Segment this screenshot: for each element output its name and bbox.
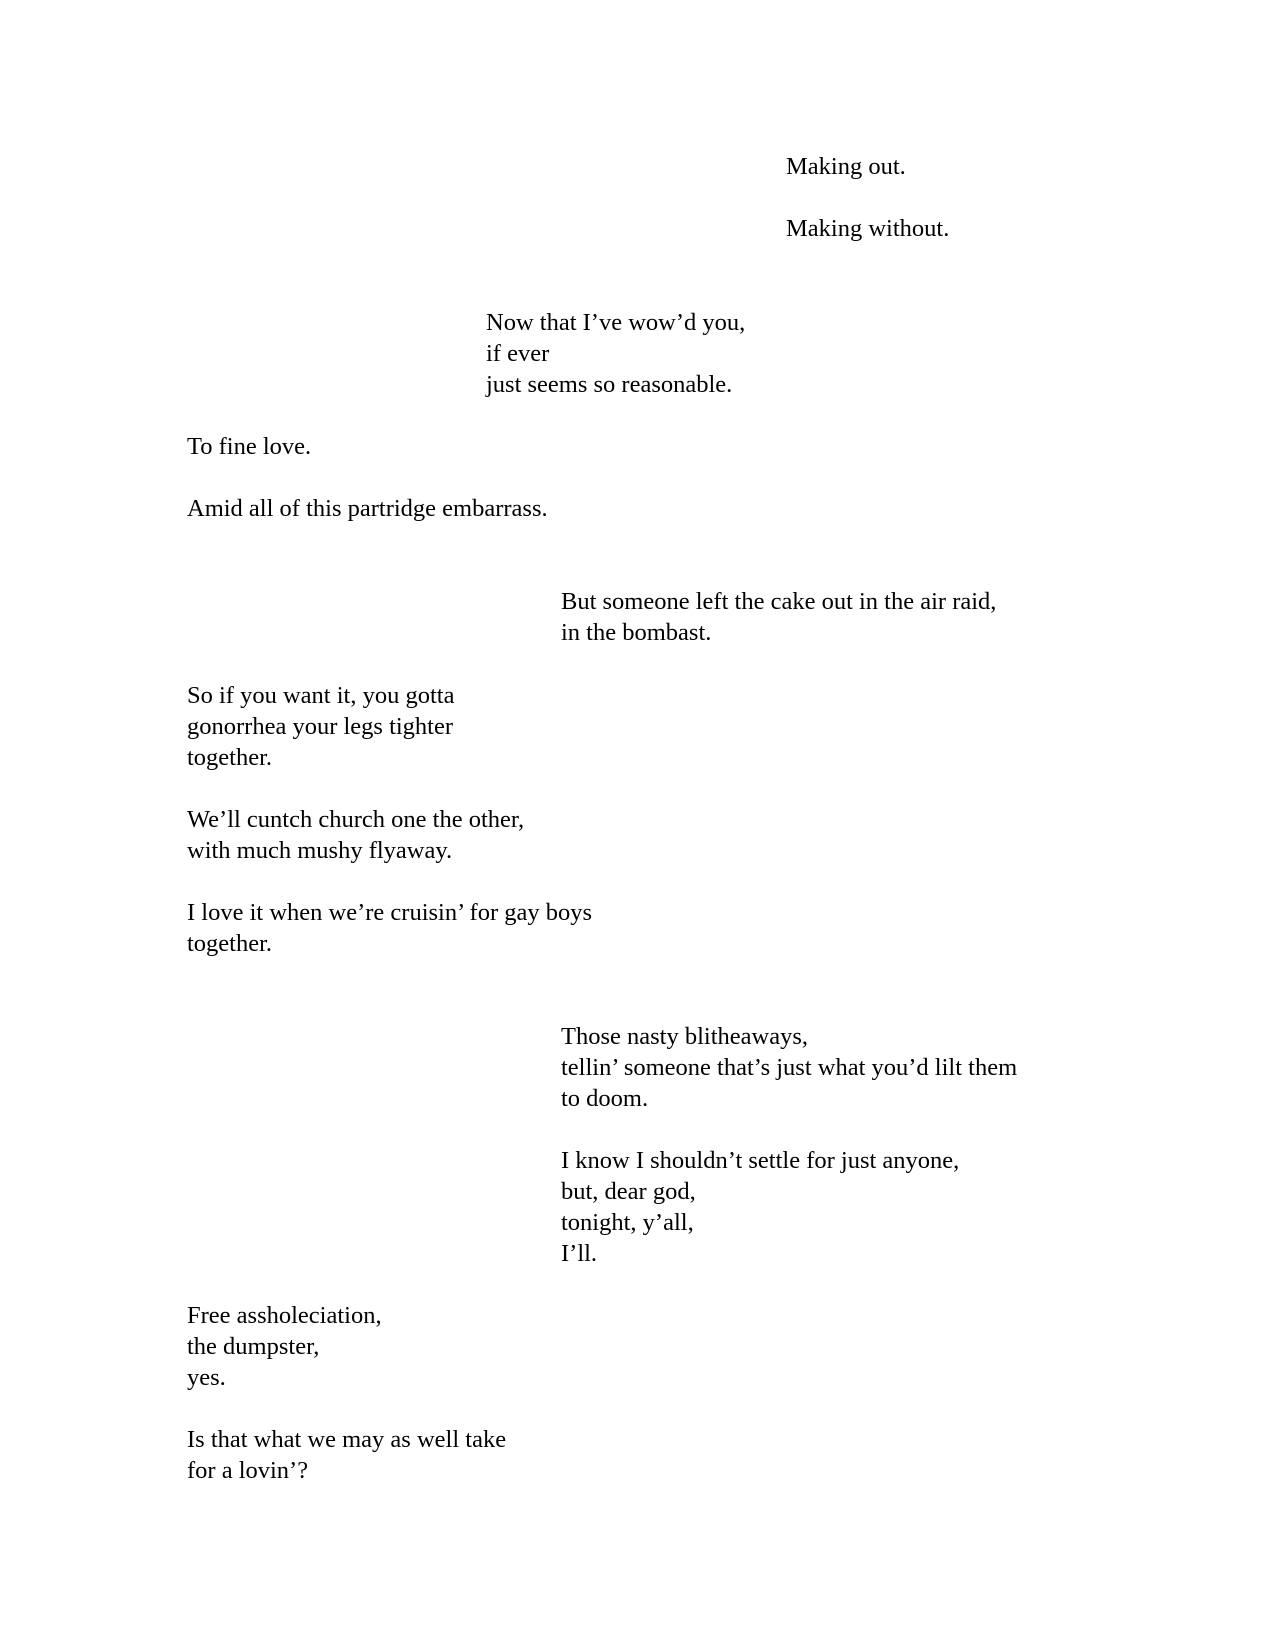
poem-line: But someone left the cake out in the air raid, bbox=[561, 588, 997, 615]
poem-line: to doom. bbox=[561, 1085, 649, 1112]
poem-line: for a lovin’? bbox=[187, 1457, 309, 1484]
stanza-11 bbox=[561, 1145, 959, 1269]
poem-line: Now that I’ve wow’d you, bbox=[486, 309, 746, 336]
stanza-1 bbox=[786, 151, 906, 182]
poem-line: in the bombast. bbox=[561, 619, 712, 646]
poem-line: Those nasty blitheaways, bbox=[561, 1023, 808, 1050]
poem-line: the dumpster, bbox=[187, 1333, 320, 1360]
poem-line: together. bbox=[187, 930, 273, 957]
stanza-6 bbox=[561, 586, 996, 648]
poem-line: just seems so reasonable. bbox=[486, 371, 733, 398]
stanza-8 bbox=[187, 804, 524, 866]
stanza-5 bbox=[187, 493, 548, 524]
poem-line: Amid all of this partridge embarrass. bbox=[187, 495, 548, 522]
poem-line: with much mushy flyaway. bbox=[187, 837, 453, 864]
poem-line: if ever bbox=[486, 340, 550, 367]
poem-line: I’ll. bbox=[561, 1240, 598, 1267]
stanza-12 bbox=[187, 1300, 382, 1393]
stanza-7 bbox=[187, 680, 454, 773]
poem-line: Is that what we may as well take bbox=[187, 1426, 507, 1453]
stanza-2 bbox=[786, 213, 949, 244]
poem-line: Making out. bbox=[786, 153, 906, 180]
poem-line: So if you want it, you gotta bbox=[187, 682, 455, 709]
poem-line: but, dear god, bbox=[561, 1178, 696, 1205]
poem-line: We’ll cuntch church one the other, bbox=[187, 806, 525, 833]
stanza-13 bbox=[187, 1424, 506, 1486]
poem-line: gonorrhea your legs tighter bbox=[187, 713, 454, 740]
poem-line: yes. bbox=[187, 1364, 226, 1391]
stanza-3 bbox=[486, 307, 745, 400]
stanza-10 bbox=[561, 1021, 1017, 1114]
poem-line: I know I shouldn’t settle for just anyone, bbox=[561, 1147, 960, 1174]
poem-line: together. bbox=[187, 744, 273, 771]
poem-line: To fine love. bbox=[187, 433, 312, 460]
poem-line: tonight, y’all, bbox=[561, 1209, 694, 1236]
poem-line: tellin’ someone that’s just what you’d lilt them bbox=[561, 1054, 1018, 1081]
stanza-4 bbox=[187, 431, 311, 462]
poem-line: I love it when we’re cruisin’ for gay boys bbox=[187, 899, 593, 926]
poem-line: Making without. bbox=[786, 215, 950, 242]
stanza-9 bbox=[187, 897, 592, 959]
poem-line: Free assholeciation, bbox=[187, 1302, 382, 1329]
